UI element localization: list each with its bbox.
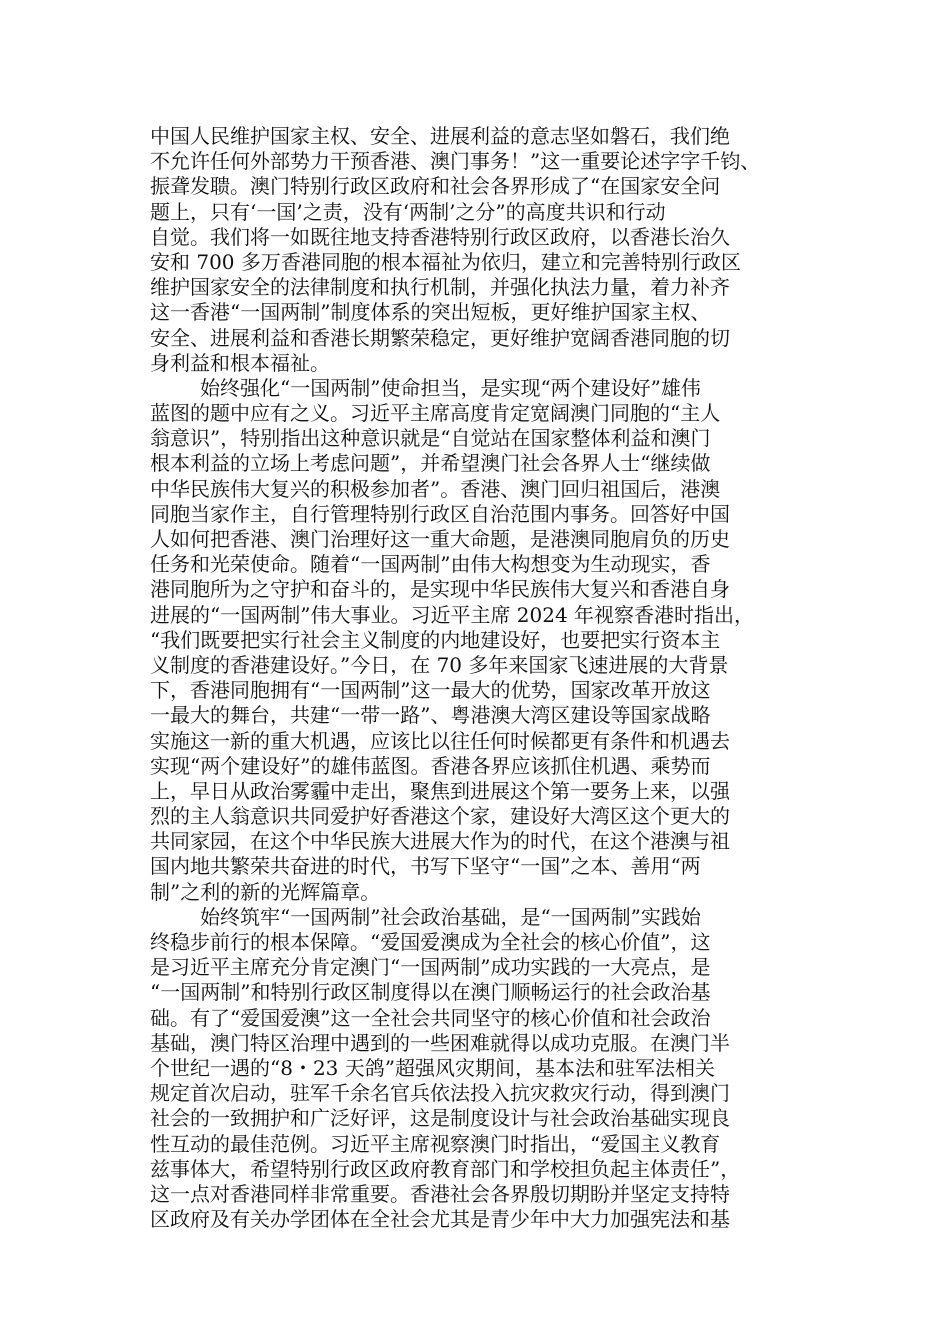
text-line: 题上，只有‘一国’之责，没有‘两制’之分”的高度共识和行动 [150,199,666,224]
text-line: 是习近平主席充分肯定澳门“一国两制”成功实践的一大亮点，是 [150,955,711,980]
text-line: 制”之利的新的光辉篇章。 [150,879,381,904]
text-line: 社会的一致拥护和广泛好评，这是制度设计与社会政治基础实现良 [150,1106,730,1131]
text-line: 区政府及有关办学团体在全社会尤其是青少年中大力加强宪法和基 [150,1207,730,1232]
text-line: 义制度的香港建设好。”今日，在 70 多年来国家飞速进展的大背景 [150,652,729,677]
text-line: 础。有了“爱国爱澳”这一全社会共同坚守的核心价值和社会政治 [150,1005,711,1030]
text-line: 实现“两个建设好”的雄伟蓝图。香港各界应该抓住机遇、乘势而 [150,753,711,778]
text-line: 人如何把香港、澳门治理好这一重大命题，是港澳同胞肩负的历史 [150,527,730,551]
text-line: 上，早日从政治雾霾中走出，聚焦到进展这个第一要务上来，以强 [150,778,730,803]
text-line: 兹事体大，希望特别行政区政府教育部门和学校担负起主体责任”， [150,1156,741,1181]
text-line: 规定首次启动，驻军千余名官兵依法投入抗灾救灾行动，得到澳门 [150,1081,730,1106]
text-line: 始终强化“一国两制”使命担当，是实现“两个建设好”雄伟 [200,375,701,400]
text-line: 下，香港同胞拥有“一国两制”这一最大的优势，国家改革开放这 [150,678,711,703]
text-line: 安全、进展利益和香港长期繁荣稳定，更好维护宽阔香港同胞的切 [150,325,730,350]
text-line: 根本利益的立场上考虑问题”，并希望澳门社会各界人士“继续做 [150,451,711,476]
text-line: 始终筑牢“一国两制”社会政治基础，是“一国两制”实践始 [200,904,701,929]
text-line: 同胞当家作主，自行管理特别行政区自治范围内事务。回答好中国 [150,501,730,526]
body-text [150,124,810,1232]
text-line: 个世纪一遇的“8・23 天鸽”超强风灾期间，基本法和驻军法相关 [150,1055,715,1080]
text-line: 共同家园，在这个中华民族大进展大作为的时代，在这个港澳与祖 [150,829,730,854]
text-line: 性互动的最佳范例。习近平主席视察澳门时指出，“爱国主义教育 [150,1131,721,1156]
text-line: 振聋发聩。澳门特别行政区政府和社会各界形成了“在国家安全问 [150,174,721,199]
text-line: “一国两制”和特别行政区制度得以在澳门顺畅运行的社会政治基 [150,980,711,1005]
text-line: “我们既要把实行社会主义制度的内地建设好，也要把实行资本主 [150,627,721,652]
text-line: 进展的“一国两制”伟大事业。习近平主席 2024 年视察香港时指出， [150,602,755,627]
text-line: 中华民族伟大复兴的积极参加者”。香港、澳门回归祖国后，港澳 [150,476,721,501]
text-line: 蓝图的题中应有之义。习近平主席高度肯定宽阔澳门同胞的“主人 [150,401,721,426]
text-line: 安和 700 多万香港同胞的根本福祉为依归，建立和完善特别行政区 [150,249,741,274]
text-line: 翁意识”，特别指出这种意识就是“自觉站在国家整体利益和澳门 [150,426,711,451]
text-line: 烈的主人翁意识共同爱护好香港这个家，建设好大湾区这个更大的 [150,804,730,829]
text-line: 自觉。我们将一如既往地支持香港特别行政区政府，以香港长治久 [150,224,730,249]
text-line: 中国人民维护国家主权、安全、进展利益的意志坚如磐石，我们绝 [150,124,730,148]
text-line: 维护国家安全的法律制度和执行机制，并强化执法力量，着力补齐 [150,275,730,300]
text-line: 身利益和根本福祉。 [150,350,330,375]
text-line: 实施这一新的重大机遇，应该比以往任何时候都更有条件和机遇去 [150,728,730,753]
text-line: 任务和光荣使命。随着“一国两制”由伟大构想变为生动现实，香 [150,552,711,577]
text-line: 一最大的舞台，共建“一带一路”、粤港澳大湾区建设等国家战略 [150,703,711,728]
text-line: 港同胞所为之守护和奋斗的，是实现中华民族伟大复兴和香港自身 [150,577,730,602]
text-line: 这一点对香港同样非常重要。香港社会各界殷切期盼并坚定支持特 [150,1181,730,1206]
text-line: 国内地共繁荣共奋进的时代，书写下坚守“一国”之本、善用“两 [150,854,701,879]
text-line: 基础，澳门特区治理中遇到的一些困难就得以成功克服。在澳门半 [150,1030,730,1055]
text-line: 这一香港“一国两制”制度体系的突出短板，更好维护国家主权、 [150,300,711,325]
text-line: 不允许任何外部势力干预香港、澳门事务！”这一重要论述字字千钧、 [150,149,761,174]
text-line: 终稳步前行的根本保障。“爱国爱澳成为全社会的核心价值”，这 [150,930,711,954]
